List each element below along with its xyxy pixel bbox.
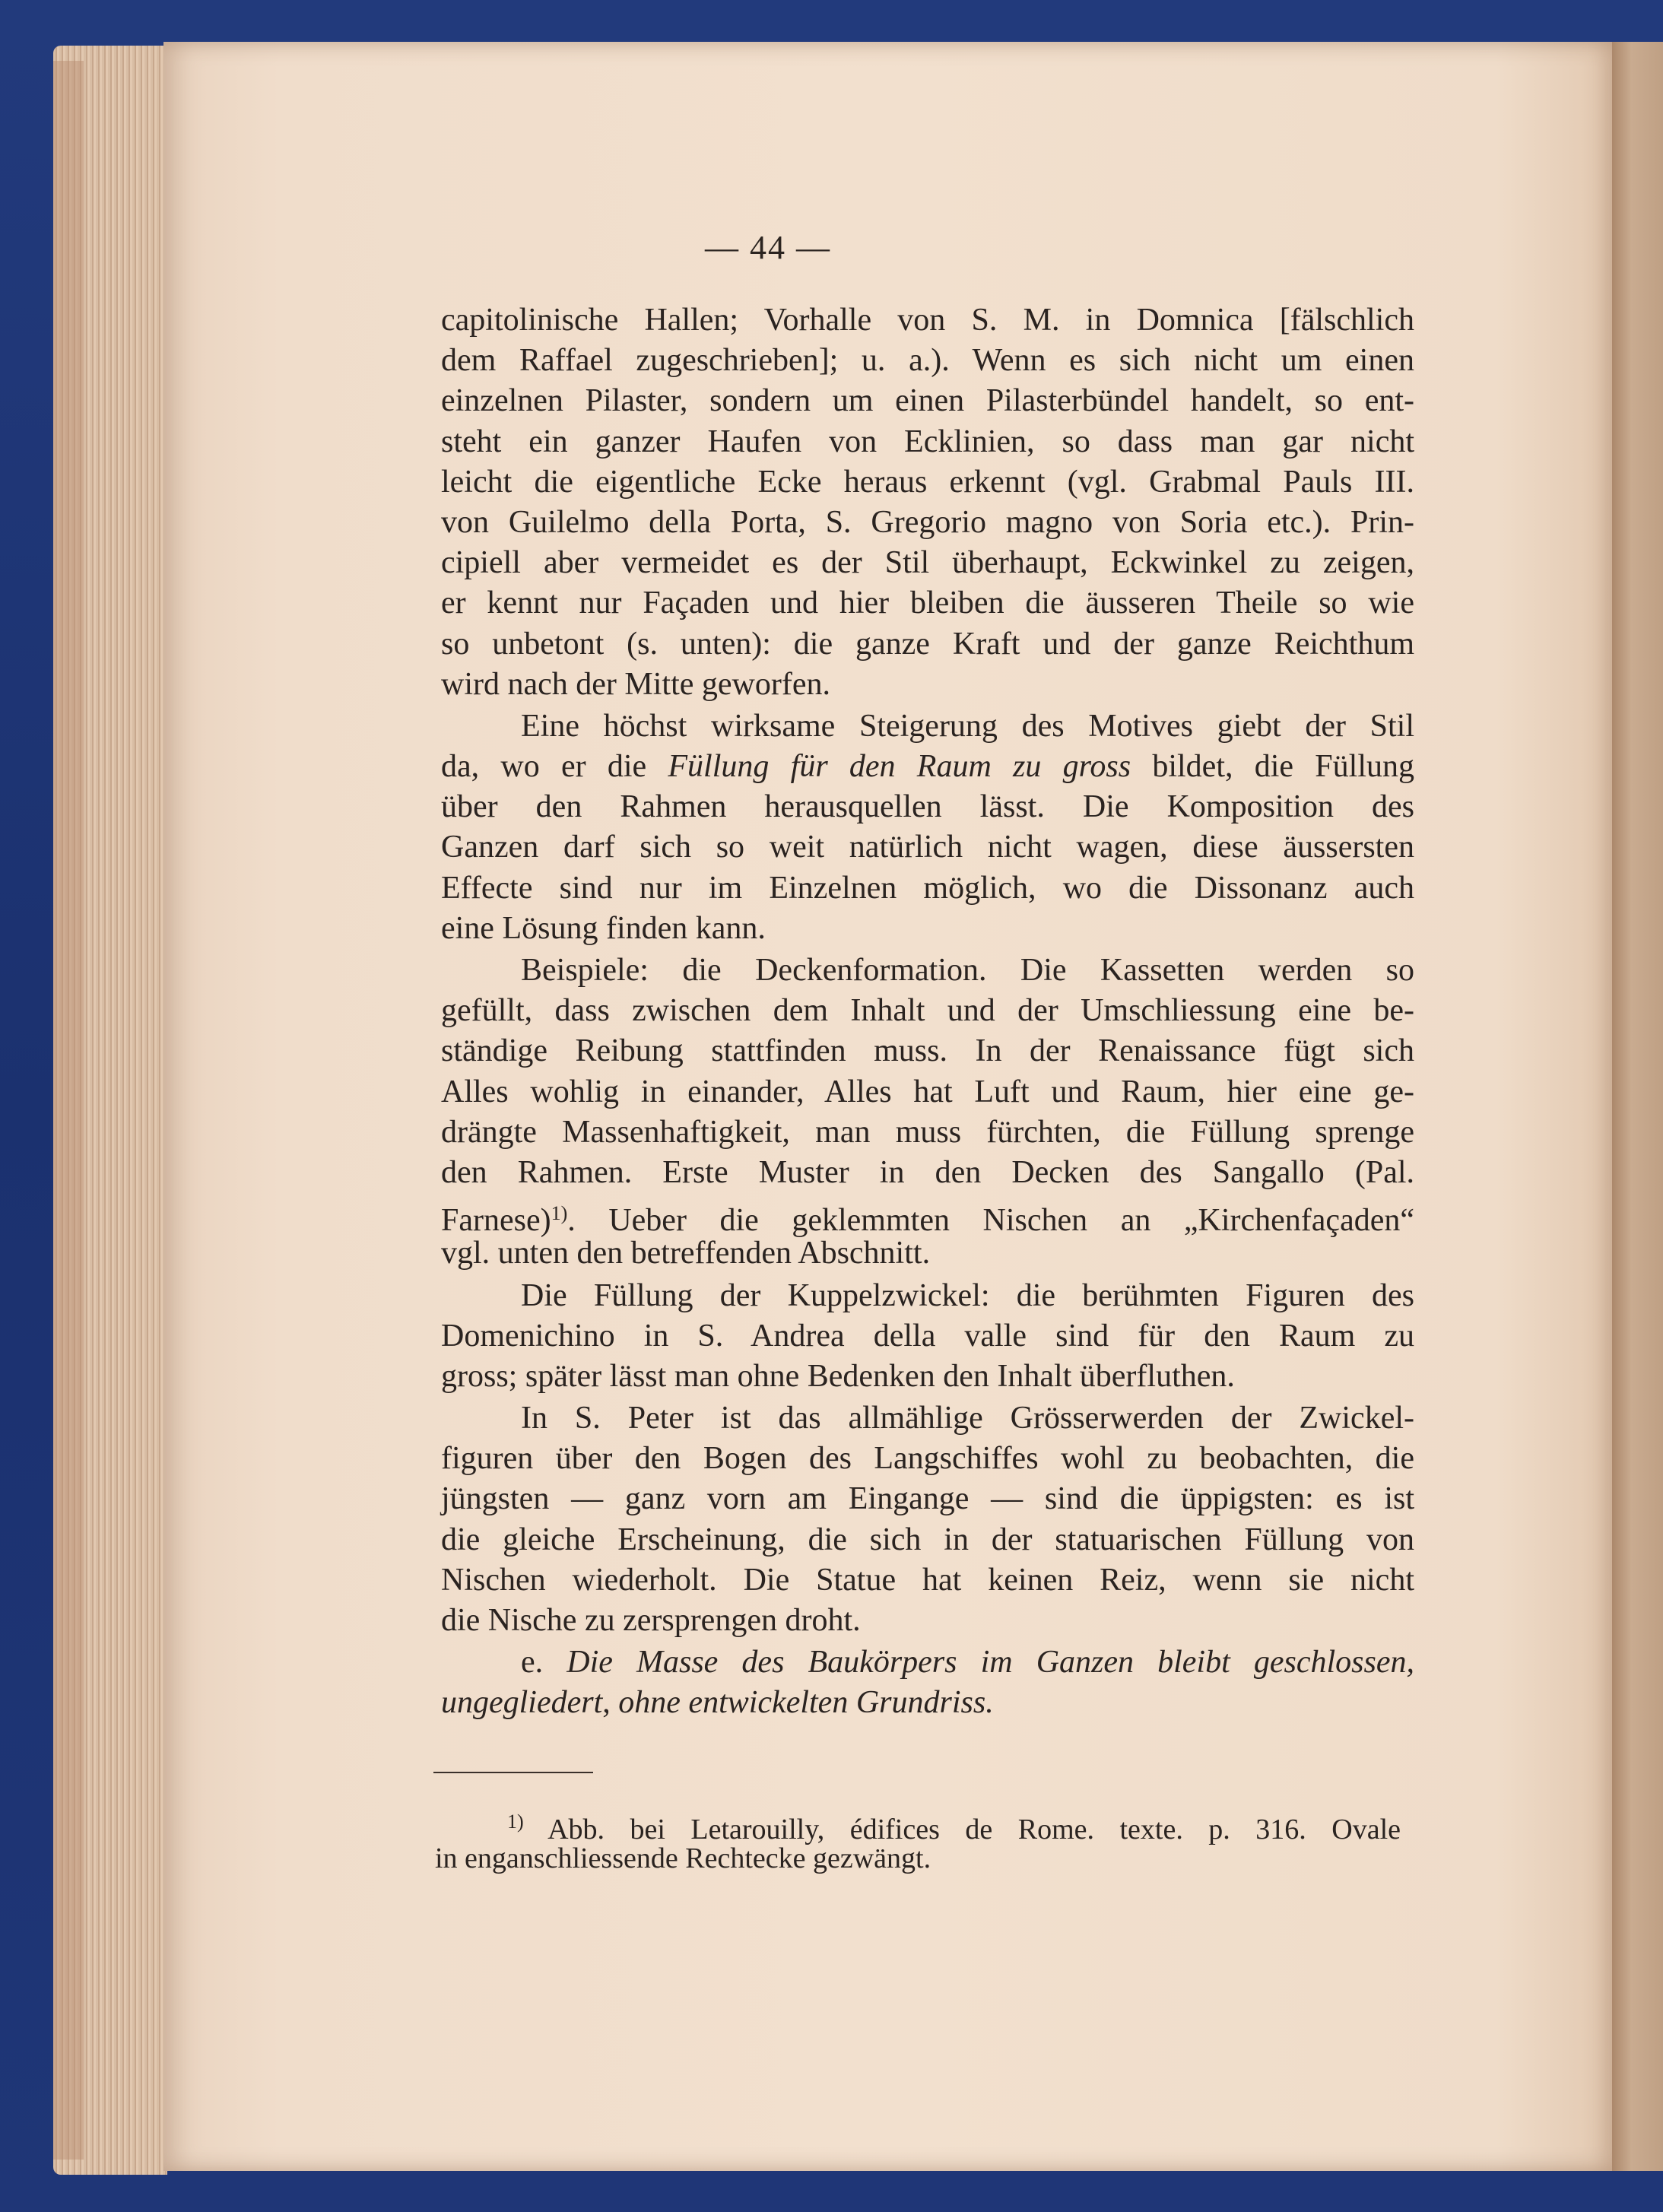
text-line: vgl. unten den betreffenden Abschnitt. [441,1236,931,1271]
paragraph-1 [441,300,1414,705]
text-line: ständige Reibung stattfinden muss. In der Renaissance fügt sich [441,1033,1414,1069]
text-line: über den Rahmen herausquellen lässt. Die Komposition des [441,789,1414,825]
text-line [441,1193,1414,1239]
text-line: wird nach der Mitte geworfen. [441,666,830,702]
text-line: die Nische zu zersprengen droht. [441,1603,861,1638]
text-line: Ganzen darf sich so weit natürlich nicht wagen, diese äussersten [441,830,1414,865]
binding-strip [53,61,84,2160]
text-line: gefüllt, dass zwischen dem Inhalt und der Umschliessung eine be- [441,993,1414,1029]
section-heading-e [441,1642,1414,1723]
paragraph-4 [441,1276,1414,1398]
text-line: Eine höchst wirksame Steigerung des Motives giebt der Stil [521,708,1414,744]
text-line: den Rahmen. Erste Muster in den Decken des Sangallo (Pal. [441,1154,1414,1190]
text-line: drängte Massenhaftigkeit, man muss fürchten, die Füllung sprenge [441,1114,1414,1150]
text-line: gross; später lässt man ohne Bedenken den Inhalt überfluthen. [441,1358,1235,1394]
text-line: capitolinische Hallen; Vorhalle von S. M. in Domnica [fälschlich [441,303,1414,338]
text-line: Domenichino in S. Andrea della valle sind für den Raum zu [441,1318,1414,1354]
footnote-reference: 1) [551,1202,568,1225]
text-line: dem Raffael zugeschrieben]; u. a.). Wenn es sich nicht um einen [441,343,1414,379]
footnote-marker: 1) [507,1811,524,1833]
text-line: einzelnen Pilaster, sondern um einen Pilasterbündel handelt, so ent- [441,383,1414,419]
text-run: bildet, die Füllung [1152,749,1414,785]
section-label: e. [521,1645,544,1680]
text-line: Nischen wiederholt. Die Statue hat keinen Reiz, wenn sie nicht [441,1562,1414,1598]
text-run: . Ueber die geklemmten Nischen an „Kirchenfaçaden“ [567,1203,1414,1239]
text-line: leicht die eigentliche Ecke heraus erkennt (vgl. Grabmal Pauls III. [441,464,1414,500]
text-line: figuren über den Bogen des Langschiffes wohl zu beobachten, die [441,1441,1414,1477]
text-line: von Guilelmo della Porta, S. Gregorio magno von Soria etc.). Prin- [441,504,1414,540]
text-line: Beispiele: die Deckenformation. Die Kassetten werden so [521,953,1414,988]
text-line: In S. Peter ist das allmählige Grösserwerden der Zwickel- [521,1401,1414,1436]
paragraph-5 [441,1398,1414,1641]
text-line: so unbetont (s. unten): die ganze Kraft und der ganze Reichthum [441,626,1414,662]
text-line [441,747,1414,787]
footnote-divider [433,1772,593,1773]
text-line: Effecte sind nur im Einzelnen möglich, wo die Dissonanz auch [441,870,1414,906]
text-line: steht ein ganzer Haufen von Ecklinien, so dass man gar nicht [441,424,1414,459]
text-line: cipiell aber vermeidet es der Stil überhaupt, Eckwinkel zu zeigen, [441,545,1414,581]
facing-page-edge [1611,42,1663,2171]
text-line: Die Füllung der Kuppelzwickel: die berühmten Figuren des [521,1277,1414,1313]
text-line: Alles wohlig in einander, Alles hat Luft und Raum, hier eine ge- [441,1074,1414,1109]
text-run: , [602,1685,611,1721]
emphasis-text: Die Masse des Baukörpers im Ganzen bleibt geschlossen, [566,1645,1415,1680]
text-line: jüngsten — ganz vorn am Eingange — sind die üppigsten: es ist [441,1481,1414,1517]
emphasis-text: ungegliedert [441,1685,603,1721]
text-line [441,1642,1414,1683]
emphasis-text: Füllung für den Raum zu gross [668,749,1131,785]
emphasis-text: ohne entwickelten Grundriss. [618,1685,994,1721]
page-number: — 44 — [705,229,831,266]
text-line: er kennt nur Façaden und hier bleiben die äusseren Theile so wie [441,586,1414,621]
text-run: da, wo er die [441,749,647,785]
footnote-line: in enganschliessende Rechtecke gezwängt. [435,1842,931,1874]
footnote [435,1804,1401,1877]
paragraph-2 [441,706,1414,949]
text-line [441,1683,1414,1723]
body-text [441,300,1414,1724]
text-line: die gleiche Erscheinung, die sich in der statuarischen Füllung von [441,1522,1414,1557]
text-run: Farnese) [441,1203,551,1239]
text-run: Abb. bei Letarouilly, édifices de Rome. texte. p. 316. Ovale [547,1814,1401,1845]
text-line: eine Lösung finden kann. [441,910,766,946]
paragraph-3 [441,950,1414,1274]
footnote-line [435,1804,1401,1845]
